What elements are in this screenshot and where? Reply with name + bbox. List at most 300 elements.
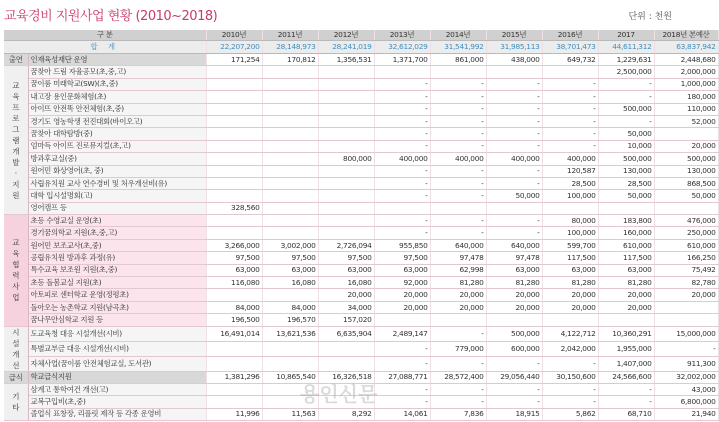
value-cell: 10,360,291	[598, 326, 654, 341]
table-row	[4, 264, 718, 276]
value-cell: 166,250	[654, 252, 718, 264]
value-cell	[206, 91, 262, 103]
value-cell	[318, 202, 374, 214]
value-cell: 1,000,000	[654, 78, 718, 90]
table-row	[4, 408, 718, 420]
value-cell	[206, 383, 262, 395]
value-cell: 28,500	[598, 177, 654, 189]
item-cell: 초등 돌봄교실 지원(초)	[28, 277, 206, 289]
value-cell	[262, 66, 318, 78]
value-cell: 63,000	[374, 264, 430, 276]
value-cell: 400,000	[430, 153, 486, 165]
item-cell: 아이뜨 안전똑 안전체험(초,중)	[28, 103, 206, 115]
value-cell: -	[542, 103, 598, 115]
category-cell	[4, 371, 28, 383]
item-cell: 사립유치원 교사 연수경비 및 처우개선비(유)	[28, 177, 206, 189]
value-cell: -	[374, 78, 430, 90]
value-cell: 18,915	[486, 408, 542, 420]
value-cell: 20,000	[542, 289, 598, 301]
value-cell: -	[598, 91, 654, 103]
value-cell	[262, 103, 318, 115]
value-cell: 20,000	[598, 289, 654, 301]
value-cell: -	[486, 128, 542, 140]
total-row	[4, 41, 718, 54]
value-cell: 171,254	[206, 54, 262, 66]
value-cell	[262, 356, 318, 371]
value-cell	[318, 91, 374, 103]
value-cell	[206, 341, 262, 356]
total-value: 22,207,200	[206, 41, 262, 54]
value-cell: 11,563	[262, 408, 318, 420]
value-cell: -	[374, 383, 430, 395]
total-value: 32,612,029	[374, 41, 430, 54]
table-row	[4, 356, 718, 371]
value-cell: 183,800	[598, 215, 654, 227]
value-cell: 62,998	[430, 264, 486, 276]
value-cell: -	[598, 396, 654, 408]
total-value: 63,837,942	[654, 41, 718, 54]
value-cell	[206, 165, 262, 177]
value-cell: 50,000	[654, 190, 718, 202]
value-cell	[654, 202, 718, 214]
header-cell: 2011년	[262, 30, 318, 41]
item-cell: 원어민 보조교사(초,중)	[28, 239, 206, 251]
value-cell: -	[430, 215, 486, 227]
value-cell: 1,407,000	[598, 356, 654, 371]
item-cell: 방과후교실(중)	[28, 153, 206, 165]
value-cell: 6,800,000	[654, 396, 718, 408]
table-row	[4, 78, 718, 90]
category-cell	[4, 326, 28, 371]
value-cell: 1,371,700	[374, 54, 430, 66]
value-cell	[318, 66, 374, 78]
value-cell: 2,500,000	[598, 66, 654, 78]
value-cell: -	[430, 78, 486, 90]
value-cell: 15,000,000	[654, 326, 718, 341]
value-cell: 117,500	[598, 252, 654, 264]
value-cell: 20,000	[654, 140, 718, 152]
value-cell: -	[430, 165, 486, 177]
value-cell: 400,000	[486, 153, 542, 165]
item-cell: 꿈나무안심학교 지원 등	[28, 314, 206, 326]
value-cell: 32,002,000	[654, 371, 718, 383]
value-cell: 20,000	[374, 289, 430, 301]
table-row	[4, 128, 718, 140]
category-cell	[4, 215, 28, 327]
table-row	[4, 91, 718, 103]
value-cell: 861,000	[430, 54, 486, 66]
value-cell: 599,700	[542, 239, 598, 251]
value-cell: 157,020	[318, 314, 374, 326]
value-cell: 1,955,000	[598, 341, 654, 356]
value-cell: 640,000	[430, 239, 486, 251]
total-value: 38,701,473	[542, 41, 598, 54]
value-cell	[486, 66, 542, 78]
value-cell: 476,000	[654, 215, 718, 227]
value-cell: 2,489,147	[374, 326, 430, 341]
item-cell: 경기도 영농학생 전진대회(바이오고)	[28, 115, 206, 127]
value-cell: -	[542, 128, 598, 140]
value-cell	[206, 289, 262, 301]
value-cell: 20,000	[430, 289, 486, 301]
value-cell: 110,000	[654, 103, 718, 115]
value-cell: 63,000	[206, 264, 262, 276]
item-cell: 내고장 용인문화체험(초)	[28, 91, 206, 103]
value-cell: 20,000	[486, 289, 542, 301]
table-row	[4, 215, 718, 227]
value-cell: 10,865,540	[262, 371, 318, 383]
value-cell	[318, 227, 374, 239]
item-cell: 졸업식 표창장, 리플릿 제작 등 각종 운영비	[28, 408, 206, 420]
value-cell: 2,448,680	[654, 54, 718, 66]
value-cell: 81,280	[430, 277, 486, 289]
value-cell: 97,500	[318, 252, 374, 264]
category-label: 교육협력사업	[12, 238, 20, 303]
value-cell	[318, 140, 374, 152]
value-cell: 500,000	[598, 103, 654, 115]
value-cell: 97,500	[262, 252, 318, 264]
value-cell: -	[430, 91, 486, 103]
value-cell: -	[542, 91, 598, 103]
value-cell: 29,056,440	[486, 371, 542, 383]
value-cell: -	[542, 383, 598, 395]
value-cell: -	[430, 356, 486, 371]
value-cell: 438,000	[486, 54, 542, 66]
value-cell: 5,862	[542, 408, 598, 420]
value-cell	[542, 66, 598, 78]
header-cell: 2017	[598, 30, 654, 41]
item-cell: 자체사업(꿈이룸 안전체험교실, 도서관)	[28, 356, 206, 371]
value-cell	[206, 356, 262, 371]
item-cell: 특수교육 보조원 지원(초,중)	[28, 264, 206, 276]
value-cell: -	[430, 383, 486, 395]
value-cell: -	[430, 227, 486, 239]
value-cell: -	[486, 78, 542, 90]
value-cell: 52,000	[654, 115, 718, 127]
value-cell: -	[542, 78, 598, 90]
item-cell: 도교육청 대응 시설개선(시비)	[28, 326, 206, 341]
value-cell: -	[486, 215, 542, 227]
value-cell	[206, 227, 262, 239]
category-label: 교육프로그램 개발·지원	[12, 80, 20, 200]
value-cell: 500,000	[598, 153, 654, 165]
value-cell: 20,000	[318, 289, 374, 301]
value-cell: 97,500	[206, 252, 262, 264]
item-cell: 꿈찾아 대학탐방(중)	[28, 128, 206, 140]
value-cell: 20,000	[486, 301, 542, 313]
value-cell	[262, 202, 318, 214]
value-cell: 84,000	[262, 301, 318, 313]
value-cell: 50,000	[486, 190, 542, 202]
value-cell: 779,000	[430, 341, 486, 356]
category-cell	[4, 54, 28, 66]
item-cell: 아토피로 센터학교 운영(정평초)	[28, 289, 206, 301]
table-row	[4, 227, 718, 239]
value-cell: 82,780	[654, 277, 718, 289]
table-row	[4, 314, 718, 326]
value-cell: 2,726,094	[318, 239, 374, 251]
value-cell: 868,500	[654, 177, 718, 189]
value-cell	[598, 202, 654, 214]
value-cell: 7,836	[430, 408, 486, 420]
budget-table	[4, 30, 719, 421]
value-cell: 610,000	[654, 239, 718, 251]
table-row	[4, 289, 718, 301]
value-cell: 13,621,536	[262, 326, 318, 341]
value-cell	[318, 115, 374, 127]
item-cell: 꿈이룸 미래학교(SW)(초,중)	[28, 78, 206, 90]
value-cell: -	[374, 396, 430, 408]
value-cell: 610,000	[598, 239, 654, 251]
value-cell	[206, 103, 262, 115]
value-cell: -	[430, 140, 486, 152]
total-value: 31,985,113	[486, 41, 542, 54]
value-cell	[206, 115, 262, 127]
value-cell	[262, 128, 318, 140]
table-row	[4, 115, 718, 127]
header-cell: 2018년 본예산	[654, 30, 718, 41]
value-cell: -	[430, 128, 486, 140]
value-cell: 28,572,400	[430, 371, 486, 383]
item-cell: 초등 수영교실 운영(초)	[28, 215, 206, 227]
value-cell: 80,000	[542, 215, 598, 227]
category-label: 시설개선	[12, 327, 20, 370]
value-cell: 68,710	[598, 408, 654, 420]
value-cell	[318, 341, 374, 356]
header-cell: 구 분	[4, 30, 206, 41]
value-cell: -	[486, 103, 542, 115]
value-cell: -	[374, 140, 430, 152]
value-cell	[654, 301, 718, 313]
header-cell: 2012년	[318, 30, 374, 41]
value-cell	[206, 190, 262, 202]
value-cell	[262, 78, 318, 90]
value-cell: 84,000	[206, 301, 262, 313]
value-cell	[374, 66, 430, 78]
value-cell: -	[542, 115, 598, 127]
value-cell: 11,996	[206, 408, 262, 420]
value-cell: -	[374, 128, 430, 140]
value-cell	[262, 289, 318, 301]
item-cell: 특별교부금 대응 시설개선(시비)	[28, 341, 206, 356]
item-cell: 원어민 화상영어(초, 중)	[28, 165, 206, 177]
value-cell: 196,570	[262, 314, 318, 326]
value-cell: 400,000	[542, 153, 598, 165]
value-cell	[318, 215, 374, 227]
value-cell: -	[486, 177, 542, 189]
value-cell: 130,000	[598, 165, 654, 177]
value-cell: 180,000	[654, 91, 718, 103]
category-cell	[4, 383, 28, 420]
value-cell	[206, 153, 262, 165]
table-row	[4, 103, 718, 115]
value-cell: 20,000	[430, 301, 486, 313]
value-cell: 63,000	[598, 264, 654, 276]
value-cell: 97,478	[430, 252, 486, 264]
value-cell: -	[374, 177, 430, 189]
value-cell: 30,150,600	[542, 371, 598, 383]
table-header-row	[4, 30, 718, 41]
value-cell: 28,500	[542, 177, 598, 189]
value-cell: 1,229,631	[598, 54, 654, 66]
table-row	[4, 153, 718, 165]
category-label: 출연	[8, 55, 23, 65]
header-cell: 2016년	[542, 30, 598, 41]
value-cell: 400,000	[374, 153, 430, 165]
value-cell	[430, 66, 486, 78]
value-cell: -	[542, 396, 598, 408]
table-row	[4, 177, 718, 189]
item-cell: 학교급식지원	[28, 371, 206, 383]
value-cell: 600,000	[486, 341, 542, 356]
value-cell: 160,000	[598, 227, 654, 239]
item-cell: 교복구입비(초,중)	[28, 396, 206, 408]
category-cell	[4, 66, 28, 215]
category-label: 기타	[12, 392, 20, 413]
value-cell: -	[374, 91, 430, 103]
value-cell: 500,000	[486, 326, 542, 341]
value-cell: 2,042,000	[542, 341, 598, 356]
value-cell: 2,000,000	[654, 66, 718, 78]
value-cell: -	[598, 383, 654, 395]
table-row	[4, 66, 718, 78]
value-cell	[430, 314, 486, 326]
value-cell: 97,478	[486, 252, 542, 264]
value-cell: -	[374, 165, 430, 177]
value-cell: -	[486, 356, 542, 371]
value-cell: -	[430, 190, 486, 202]
value-cell: 800,000	[318, 153, 374, 165]
value-cell: 63,000	[542, 264, 598, 276]
item-cell: 꿈찾아 드림 자율공모(초,중,고)	[28, 66, 206, 78]
total-value: 28,148,973	[262, 41, 318, 54]
value-cell: 130,000	[654, 165, 718, 177]
value-cell	[374, 314, 430, 326]
table-row	[4, 54, 718, 66]
value-cell: 63,000	[318, 264, 374, 276]
value-cell: 4,122,712	[542, 326, 598, 341]
value-cell: 63,000	[486, 264, 542, 276]
value-cell: -	[374, 190, 430, 202]
value-cell: -	[486, 227, 542, 239]
header-cell: 2013년	[374, 30, 430, 41]
value-cell: 911,300	[654, 356, 718, 371]
value-cell	[262, 177, 318, 189]
value-cell: 10,000	[598, 140, 654, 152]
table-row	[4, 190, 718, 202]
value-cell: -	[430, 396, 486, 408]
value-cell: -	[374, 115, 430, 127]
value-cell: 92,000	[374, 277, 430, 289]
value-cell: 170,812	[262, 54, 318, 66]
total-label: 합 계	[4, 41, 206, 54]
value-cell: -	[486, 165, 542, 177]
value-cell: 50,000	[598, 190, 654, 202]
value-cell: -	[430, 103, 486, 115]
value-cell	[262, 140, 318, 152]
value-cell: 649,732	[542, 54, 598, 66]
value-cell: 328,560	[206, 202, 262, 214]
value-cell	[206, 140, 262, 152]
value-cell: -	[486, 396, 542, 408]
value-cell: 81,280	[486, 277, 542, 289]
value-cell: 100,000	[542, 227, 598, 239]
value-cell: 16,491,014	[206, 326, 262, 341]
value-cell	[206, 215, 262, 227]
item-cell: 삼계고 통학여건 개선(고)	[28, 383, 206, 395]
unit-label: 단위 : 천원	[628, 12, 672, 22]
value-cell	[262, 190, 318, 202]
value-cell	[542, 314, 598, 326]
value-cell: -	[542, 140, 598, 152]
value-cell: -	[374, 227, 430, 239]
value-cell: 50,000	[598, 128, 654, 140]
value-cell	[374, 202, 430, 214]
table-row	[4, 252, 718, 264]
value-cell: -	[486, 91, 542, 103]
table-row	[4, 165, 718, 177]
item-cell: 공립유치원 방과후 과정(유)	[28, 252, 206, 264]
value-cell: 14,061	[374, 408, 430, 420]
value-cell	[206, 177, 262, 189]
value-cell: 20,000	[542, 301, 598, 313]
value-cell: -	[486, 115, 542, 127]
value-cell	[654, 314, 718, 326]
value-cell: -	[430, 177, 486, 189]
page-title: 교육경비 지원사업 현황 (2010~2018)	[4, 9, 218, 24]
value-cell	[318, 190, 374, 202]
value-cell	[318, 103, 374, 115]
value-cell: -	[430, 115, 486, 127]
value-cell: 117,500	[542, 252, 598, 264]
value-cell	[262, 215, 318, 227]
value-cell: -	[598, 78, 654, 90]
table-row	[4, 202, 718, 214]
watermark: 용인신문	[300, 382, 378, 406]
item-cell: 대학 입시설명회(고)	[28, 190, 206, 202]
value-cell	[318, 177, 374, 189]
value-cell: 81,280	[542, 277, 598, 289]
value-cell	[262, 165, 318, 177]
value-cell: 20,000	[654, 289, 718, 301]
item-cell: 영어캠프 등	[28, 202, 206, 214]
header-cell: 2014년	[430, 30, 486, 41]
value-cell	[598, 314, 654, 326]
value-cell: 34,000	[318, 301, 374, 313]
value-cell: 6,635,904	[318, 326, 374, 341]
value-cell: -	[654, 341, 718, 356]
value-cell: 20,000	[598, 301, 654, 313]
item-cell: 경기꿈의학교 지원(초,중,고)	[28, 227, 206, 239]
value-cell: 3,266,000	[206, 239, 262, 251]
value-cell: 75,492	[654, 264, 718, 276]
total-value: 28,241,019	[318, 41, 374, 54]
item-cell: 돌아오는 농촌학교 지원(남곡초)	[28, 301, 206, 313]
value-cell	[262, 115, 318, 127]
value-cell: -	[486, 383, 542, 395]
value-cell	[318, 356, 374, 371]
value-cell: 100,000	[542, 190, 598, 202]
value-cell: 3,002,000	[262, 239, 318, 251]
value-cell	[318, 128, 374, 140]
value-cell	[206, 396, 262, 408]
value-cell	[262, 91, 318, 103]
value-cell	[206, 128, 262, 140]
value-cell: -	[430, 326, 486, 341]
value-cell: 20,000	[374, 301, 430, 313]
total-value: 31,541,992	[430, 41, 486, 54]
value-cell: 63,000	[262, 264, 318, 276]
